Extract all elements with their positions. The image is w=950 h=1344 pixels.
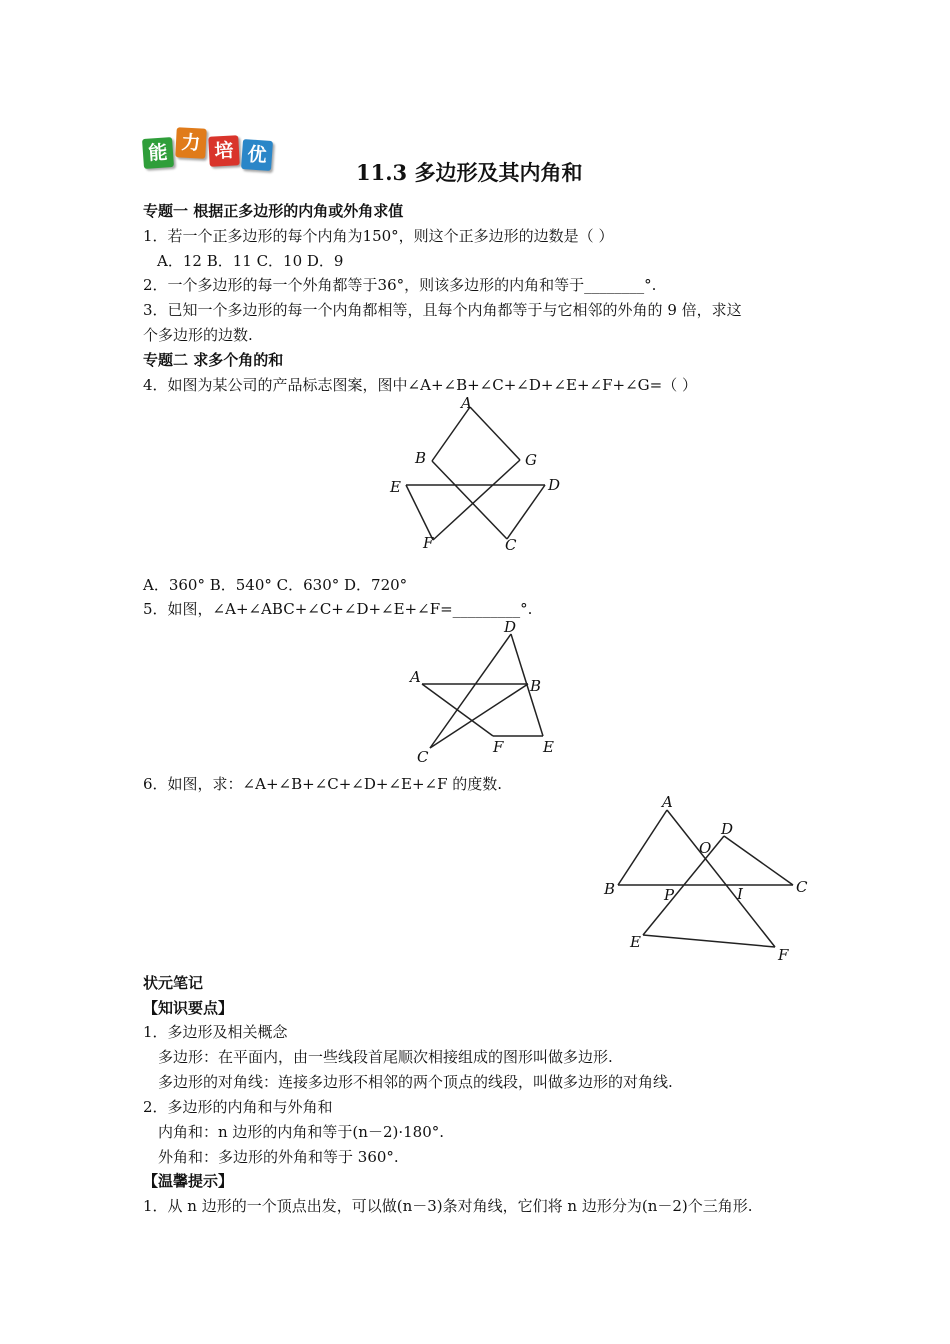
fig5-label-d: D — [504, 618, 517, 636]
fig5-label-c: C — [417, 748, 429, 765]
knowledge-1b: 多边形的对角线：连接多边形不相邻的两个顶点的线段，叫做多边形的对角线. — [158, 1073, 673, 1091]
logo-char-2: 力 — [175, 127, 207, 159]
fig6-label-b: B — [604, 880, 616, 898]
fig5-edge — [430, 634, 511, 748]
fig5-label-f: F — [493, 738, 504, 756]
knowledge-2a: 内角和：n 边形的内角和等于(n－2)·180°. — [158, 1123, 445, 1141]
fig6-edge — [618, 810, 667, 885]
fig4-label-a: A — [461, 394, 472, 412]
knowledge-1a: 多边形：在平面内，由一些线段首尾顺次相接组成的图形叫做多边形. — [158, 1048, 613, 1066]
knowledge-1: 1．多边形及相关概念 — [143, 1023, 288, 1041]
question-1-options: A．12 B．11 C．10 D．9 — [157, 252, 344, 270]
fig4-label-e: E — [390, 478, 401, 496]
fig6-label-o: O — [699, 839, 712, 857]
fig5-label-b: B — [530, 677, 542, 695]
fig4-label-d: D — [548, 476, 561, 494]
fig6-label-i: I — [737, 885, 743, 903]
fig5-label-a: A — [410, 668, 421, 686]
fig4-label-f: F — [423, 534, 434, 552]
knowledge-heading: 【知识要点】 — [143, 999, 234, 1017]
question-3-line1: 3．已知一个多边形的每一个内角都相等，且每个内角都等于与它相邻的外角的 9 倍，求这 — [143, 301, 742, 319]
question-3-line2: 个多边形的边数. — [143, 326, 253, 344]
fig4-edge — [433, 460, 520, 540]
page-title: 11.3 多边形及其内角和 — [356, 160, 583, 185]
fig6-label-d: D — [721, 820, 734, 838]
fig6-edge — [724, 836, 793, 885]
fig4-label-g: G — [525, 451, 537, 469]
tips-heading: 【温馨提示】 — [143, 1172, 234, 1190]
fig5-edge — [430, 684, 528, 748]
fig4-edge — [507, 485, 545, 539]
logo-char-4: 优 — [241, 139, 273, 171]
logo-char-3: 培 — [208, 135, 240, 167]
fig6-label-f: F — [778, 946, 789, 964]
question-4: 4．如图为某公司的产品标志图案，图中∠A+∠B+∠C+∠D+∠E+∠F+∠G=（ ） — [143, 376, 697, 394]
question-4-options: A．360° B．540° C．630° D．720° — [143, 576, 408, 594]
fig4-label-c: C — [505, 536, 517, 554]
fig6-edge — [643, 935, 775, 947]
question-2: 2．一个多边形的每一个外角都等于36°，则该多边形的内角和等于________°. — [143, 276, 657, 294]
logo — [143, 128, 278, 173]
notes-heading: 状元笔记 — [143, 974, 204, 992]
fig4-edge — [432, 407, 470, 461]
topic1-heading: 专题一 根据正多边形的内角或外角求值 — [143, 202, 404, 220]
figure-4 — [385, 390, 570, 555]
topic2-heading: 专题二 求多个角的和 — [143, 351, 284, 369]
fig6-label-c: C — [796, 878, 808, 896]
fig6-label-p: P — [664, 886, 675, 904]
fig6-label-a: A — [662, 793, 673, 811]
question-6: 6．如图，求：∠A+∠B+∠C+∠D+∠E+∠F 的度数. — [143, 775, 503, 793]
logo-char-1: 能 — [142, 137, 174, 169]
question-5: 5．如图，∠A+∠ABC+∠C+∠D+∠E+∠F=_________°. — [143, 600, 533, 618]
figure-6 — [595, 785, 820, 965]
fig5-label-e: E — [543, 738, 554, 756]
tip-1: 1．从 n 边形的一个顶点出发，可以做(n－3)条对角线，它们将 n 边形分为(n－2)个三角形. — [143, 1197, 753, 1215]
knowledge-2b: 外角和：多边形的外角和等于 360°. — [158, 1148, 399, 1166]
fig4-label-b: B — [415, 449, 427, 467]
question-1: 1．若一个正多边形的每个内角为150°，则这个正多边形的边数是（ ） — [143, 227, 614, 245]
fig4-edge — [406, 485, 433, 540]
fig4-edge — [470, 407, 520, 460]
fig6-label-e: E — [630, 933, 641, 951]
figure-5 — [405, 615, 565, 765]
knowledge-2: 2．多边形的内角和与外角和 — [143, 1098, 333, 1116]
fig4-edge — [432, 461, 507, 539]
